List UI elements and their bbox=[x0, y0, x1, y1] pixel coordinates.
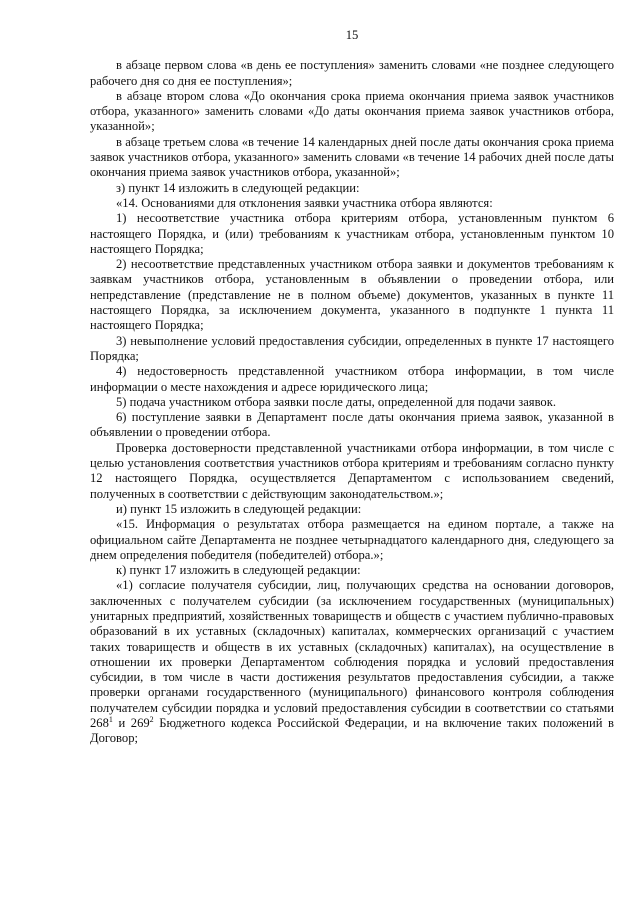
paragraph: 4) недостоверность представленной участником отбора информации, в том числе информации о месте нахождения и адресе юридического лица; bbox=[90, 364, 614, 394]
paragraph: в абзаце втором слова «До окончания срока приема окончания приема заявок участников отбора, указанного» заменить словами «До даты окончания приема заявок участников отбора, указанной»; bbox=[90, 88, 614, 134]
paragraph: «14. Основаниями для отклонения заявки участника отбора являются: bbox=[116, 195, 493, 210]
paragraph-text: «1) согласие получателя субсидии, лиц, получающих средства на основании договоров, заключенных с получателем субсидии (за исключением государственных (муниципальных) унитарных предприятий, хозяйственных товариществ и обществ с участием публично-правовых образований в их уставных (складочных) капиталах, коммерческих организаций с участием таких товариществ и обществ в их уставных (складочных) капиталах), на осуществление в отношении их проверки Департаментом соблюдения порядка и условий предоставления субсидии, в том числе в части достижения результатов предоставления субсидии, а также проверки органами государственного (муниципального) финансового контроля соблюдения получателем субсидии порядка и условий предоставления субсидии в соответствии со статьями 268 bbox=[90, 578, 614, 731]
paragraph: 2) несоответствие представленных участником отбора заявки и документов требованиям к заявкам участников отбора, установленным в объявлении о проведении отбора, или непредставление (представление не в полном объеме) документов, указанных в пункте 11 настоящего Порядка, за исключением документа, указанного в подпункте 1 пункта 11 настоящего Порядка; bbox=[90, 257, 614, 333]
paragraph: «15. Информация о результатах отбора размещается на едином портале, а также на официальном сайте Департамента не позднее четырнадцатого календарного дня, следующего за днем определения победителя (победителей) отбора.»; bbox=[90, 517, 614, 562]
paragraph: в абзаце третьем слова «в течение 14 календарных дней после даты окончания срока приема заявок участников отбора, указанного» заменить словами «в течение 14 рабочих дней после даты окончания приема заявок участников отбора, указанной»; bbox=[90, 134, 614, 180]
paragraph: 1) несоответствие участника отбора критериям отбора, установленным пунктом 6 настоящего Порядка, и (или) требованиям к участникам отбора, установленным пунктом 10 настоящего Порядка; bbox=[90, 211, 614, 256]
paragraph: Проверка достоверности представленной участниками отбора информации, в том числе с целью установления соответствия участников отбора критериям и требованиям согласно пункту 12 настоящего Порядка, осуществляется Департаментом с использованием сведений, полученных в соответствии с действующим законодательством.»; bbox=[90, 440, 614, 501]
paragraph-last bbox=[90, 578, 614, 746]
superscript: 2 bbox=[149, 714, 154, 724]
paragraph-text: и 269 bbox=[112, 716, 150, 731]
page-number: 15 bbox=[345, 28, 359, 42]
paragraph: 5) подача участником отбора заявки после даты, определенной для подачи заявок. bbox=[116, 394, 556, 409]
paragraph: и) пункт 15 изложить в следующей редакции: bbox=[116, 501, 362, 516]
paragraph-text: Бюджетного кодекса Российской Федерации, и на включение таких положений в Договор; bbox=[90, 716, 614, 746]
paragraph: 3) невыполнение условий предоставления субсидии, определенных в пункте 17 настоящего Порядка; bbox=[90, 333, 614, 363]
paragraph: к) пункт 17 изложить в следующей редакции: bbox=[116, 563, 361, 578]
paragraph: в абзаце первом слова «в день ее поступления» заменить словами «не позднее следующего рабочего дня со дня ее поступления»; bbox=[90, 58, 614, 88]
paragraph: з) пункт 14 изложить в следующей редакции: bbox=[116, 180, 360, 195]
superscript: 1 bbox=[108, 714, 113, 724]
paragraph: 6) поступление заявки в Департамент после даты окончания приема заявок, указанной в объявлении о проведении отбора. bbox=[90, 410, 614, 440]
